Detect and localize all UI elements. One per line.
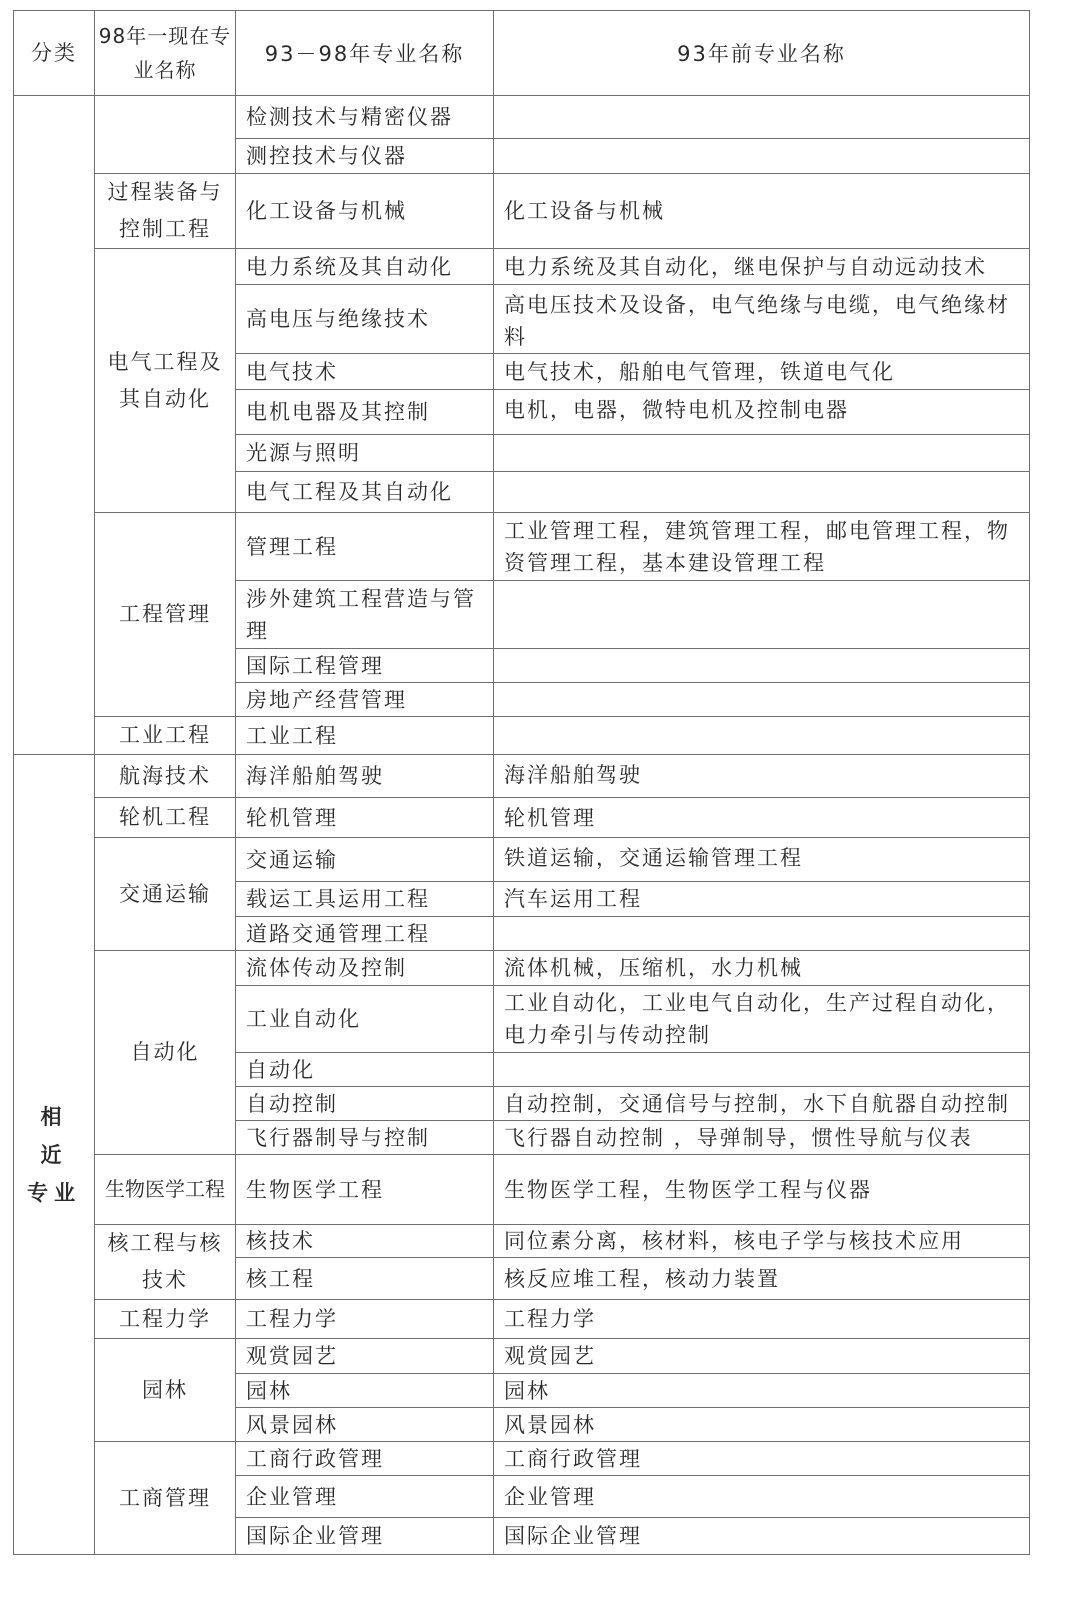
major-93-98: 电机电器及其控制 <box>236 390 494 435</box>
major-pre-93: 工业自动化，工业电气自动化，生产过程自动化，电力牵引与传动控制 <box>494 986 1030 1053</box>
header-row <box>14 11 1030 96</box>
group-cell: 工商管理 <box>95 1442 236 1555</box>
major-93-98: 观赏园艺 <box>236 1339 494 1374</box>
major-93-98: 自动控制 <box>236 1087 494 1121</box>
major-93-98: 轮机管理 <box>236 798 494 838</box>
group-cell: 电气工程及其自动化 <box>95 249 236 513</box>
major-93-98: 光源与照明 <box>236 435 494 472</box>
major-93-98: 交通运输 <box>236 838 494 882</box>
major-93-98: 工商行政管理 <box>236 1442 494 1476</box>
major-93-98: 道路交通管理工程 <box>236 917 494 951</box>
group-cell: 工程管理 <box>95 513 236 717</box>
page <box>13 10 1029 1555</box>
group-cell: 过程装备与控制工程 <box>95 174 236 249</box>
major-pre-93 <box>494 472 1030 513</box>
category-cell <box>14 96 95 755</box>
major-pre-93 <box>494 717 1030 755</box>
major-pre-93 <box>494 435 1030 472</box>
major-pre-93: 工商行政管理 <box>494 1442 1030 1476</box>
major-93-98: 电力系统及其自动化 <box>236 249 494 285</box>
major-93-98: 国际企业管理 <box>236 1518 494 1555</box>
major-93-98: 高电压与绝缘技术 <box>236 285 494 354</box>
major-pre-93: 国际企业管理 <box>494 1518 1030 1555</box>
major-pre-93: 工业管理工程，建筑管理工程，邮电管理工程，物资管理工程，基本建设管理工程 <box>494 513 1030 581</box>
major-pre-93: 电机，电器，微特电机及控制电器 <box>494 390 1030 435</box>
major-pre-93 <box>494 139 1030 174</box>
table-row <box>14 96 1030 139</box>
group-cell: 航海技术 <box>95 755 236 798</box>
major-pre-93: 汽车运用工程 <box>494 882 1030 917</box>
major-93-98: 房地产经营管理 <box>236 683 494 717</box>
table-row <box>14 755 1030 798</box>
major-93-98: 企业管理 <box>236 1476 494 1518</box>
major-93-98: 化工设备与机械 <box>236 174 494 249</box>
major-93-98: 工业工程 <box>236 717 494 755</box>
table-row <box>14 798 1030 838</box>
table-row <box>14 1225 1030 1258</box>
table-row <box>14 513 1030 581</box>
major-pre-93 <box>494 649 1030 683</box>
header-93-98-name: 93－98年专业名称 <box>236 11 494 96</box>
group-cell: 交通运输 <box>95 838 236 951</box>
major-93-98: 园林 <box>236 1374 494 1408</box>
header-pre-93-name: 93年前专业名称 <box>494 11 1030 96</box>
major-93-98: 电气技术 <box>236 354 494 390</box>
major-pre-93: 化工设备与机械 <box>494 174 1030 249</box>
major-pre-93: 风景园林 <box>494 1408 1030 1442</box>
major-pre-93: 飞行器自动控制 ，导弹制导，惯性导航与仪表 <box>494 1121 1030 1155</box>
table-row <box>14 951 1030 986</box>
category-cell: 相 近 专业 <box>14 755 95 1555</box>
major-pre-93: 同位素分离，核材料，核电子学与核技术应用 <box>494 1225 1030 1258</box>
table-row <box>14 1155 1030 1225</box>
major-pre-93: 生物医学工程，生物医学工程与仪器 <box>494 1155 1030 1225</box>
major-93-98: 工程力学 <box>236 1300 494 1339</box>
major-93-98: 流体传动及控制 <box>236 951 494 986</box>
major-pre-93: 电气技术，船舶电气管理，铁道电气化 <box>494 354 1030 390</box>
group-cell: 自动化 <box>95 951 236 1155</box>
major-93-98: 国际工程管理 <box>236 649 494 683</box>
major-pre-93: 园林 <box>494 1374 1030 1408</box>
major-pre-93: 企业管理 <box>494 1476 1030 1518</box>
table-row <box>14 249 1030 285</box>
major-93-98: 工业自动化 <box>236 986 494 1053</box>
group-cell: 园林 <box>95 1339 236 1442</box>
major-pre-93: 铁道运输，交通运输管理工程 <box>494 838 1030 882</box>
major-93-98: 管理工程 <box>236 513 494 581</box>
group-cell: 工业工程 <box>95 717 236 755</box>
table-row <box>14 1339 1030 1374</box>
group-cell: 生物医学工程 <box>95 1155 236 1225</box>
major-pre-93 <box>494 917 1030 951</box>
major-comparison-table <box>13 10 1030 1555</box>
major-93-98: 风景园林 <box>236 1408 494 1442</box>
table-row <box>14 174 1030 249</box>
major-93-98: 核工程 <box>236 1258 494 1300</box>
major-pre-93: 自动控制，交通信号与控制，水下自航器自动控制 <box>494 1087 1030 1121</box>
table-row <box>14 1300 1030 1339</box>
major-pre-93: 核反应堆工程，核动力装置 <box>494 1258 1030 1300</box>
major-pre-93: 流体机械，压缩机，水力机械 <box>494 951 1030 986</box>
header-current-name: 98年一现在专业名称 <box>95 11 236 96</box>
table-row <box>14 1442 1030 1476</box>
table-row <box>14 717 1030 755</box>
major-pre-93 <box>494 581 1030 649</box>
major-pre-93: 轮机管理 <box>494 798 1030 838</box>
major-pre-93: 海洋船舶驾驶 <box>494 755 1030 798</box>
major-pre-93: 工程力学 <box>494 1300 1030 1339</box>
table-row <box>14 838 1030 882</box>
major-93-98: 飞行器制导与控制 <box>236 1121 494 1155</box>
major-93-98: 电气工程及其自动化 <box>236 472 494 513</box>
major-93-98: 检测技术与精密仪器 <box>236 96 494 139</box>
major-93-98: 载运工具运用工程 <box>236 882 494 917</box>
major-pre-93 <box>494 683 1030 717</box>
major-93-98: 核技术 <box>236 1225 494 1258</box>
major-93-98: 测控技术与仪器 <box>236 139 494 174</box>
major-93-98: 海洋船舶驾驶 <box>236 755 494 798</box>
major-93-98: 生物医学工程 <box>236 1155 494 1225</box>
major-pre-93: 电力系统及其自动化，继电保护与自动远动技术 <box>494 249 1030 285</box>
group-cell: 核工程与核技术 <box>95 1225 236 1300</box>
header-category: 分类 <box>14 11 95 96</box>
major-93-98: 自动化 <box>236 1053 494 1087</box>
major-pre-93: 观赏园艺 <box>494 1339 1030 1374</box>
group-cell: 工程力学 <box>95 1300 236 1339</box>
major-pre-93: 高电压技术及设备，电气绝缘与电缆，电气绝缘材料 <box>494 285 1030 354</box>
major-pre-93 <box>494 1053 1030 1087</box>
group-cell: 轮机工程 <box>95 798 236 838</box>
major-pre-93 <box>494 96 1030 139</box>
major-93-98: 涉外建筑工程营造与管理 <box>236 581 494 649</box>
group-cell <box>95 96 236 174</box>
